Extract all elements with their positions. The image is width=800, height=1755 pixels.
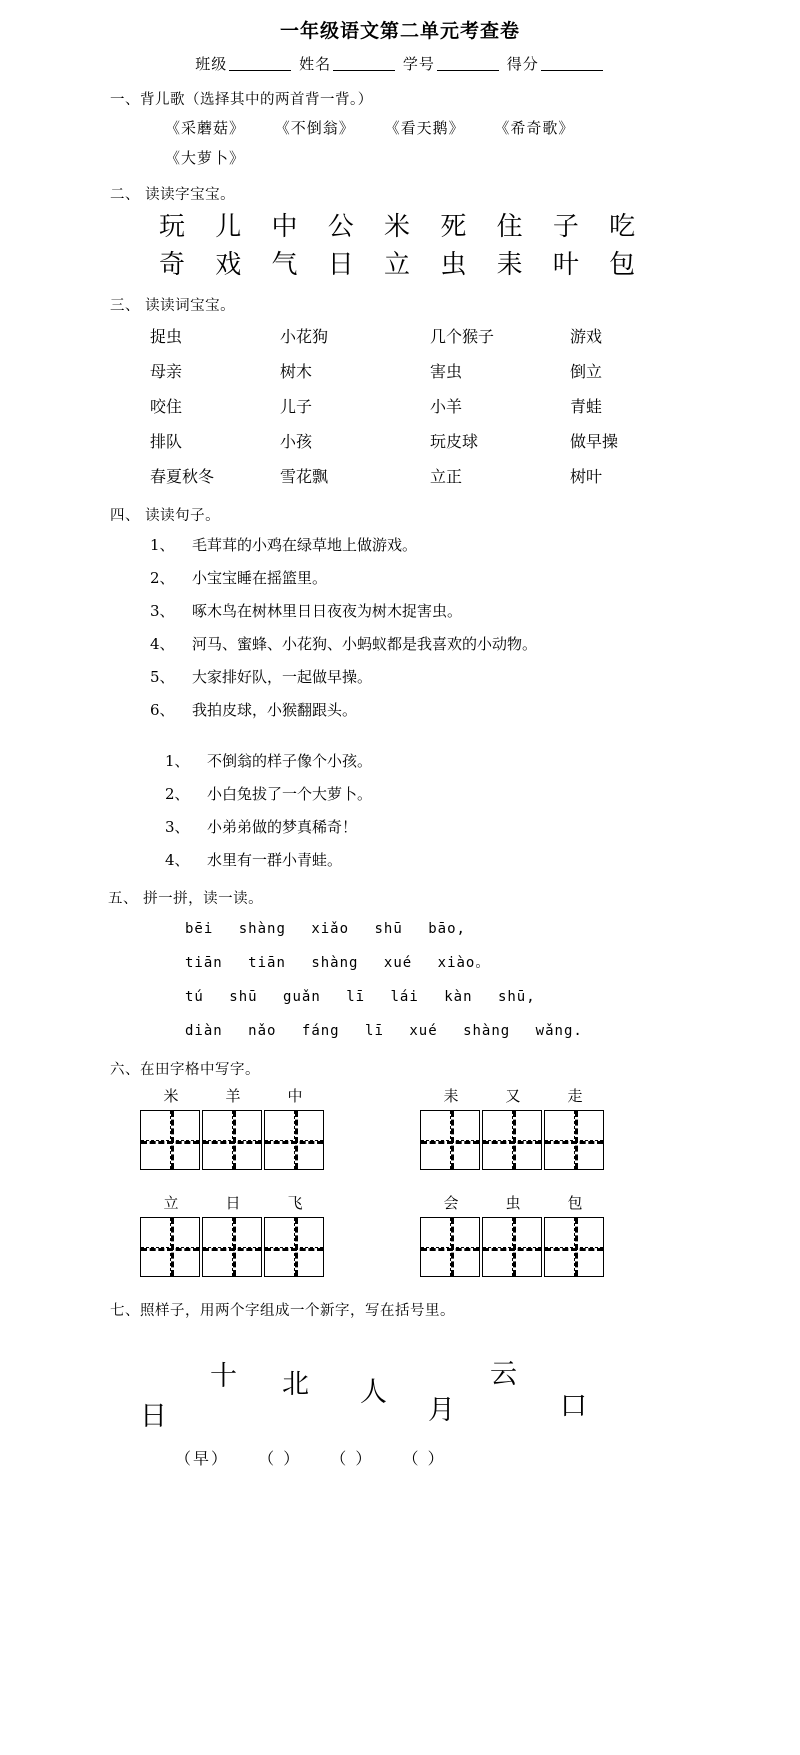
pinyin-word: nǎo: [248, 1023, 277, 1039]
tianzige-cell[interactable]: [264, 1110, 324, 1170]
tianzige-cell[interactable]: [140, 1110, 200, 1170]
pinyin-line: [185, 946, 800, 980]
item-number: 4、: [165, 851, 190, 869]
blank-name[interactable]: [333, 70, 395, 71]
word-cell: 玩皮球: [430, 432, 479, 451]
item-text: 大家排好队，一起做早操。: [192, 668, 373, 686]
tianzige-cell[interactable]: [202, 1217, 262, 1277]
section-5-heading: 五、 拼一拼，读一读。: [108, 891, 264, 907]
char-cell: 米: [384, 212, 413, 242]
section-2-heading: 二、 读读字宝宝。: [110, 187, 236, 203]
section-4-heading: 四、 读读句子。: [110, 508, 221, 524]
word-row: [150, 354, 800, 389]
word-cell: 捉虫: [150, 327, 183, 346]
item-number: 5、: [150, 668, 175, 686]
word-cell: 立正: [430, 467, 463, 486]
tianzige-cell[interactable]: [544, 1217, 604, 1277]
model-char: 中: [287, 1087, 303, 1105]
item-text: 毛茸茸的小鸡在绿草地上做游戏。: [192, 536, 418, 554]
section-3-words: [0, 319, 800, 494]
word-row: [150, 424, 800, 459]
section-7-chars: [0, 1336, 800, 1446]
word-cell: 做早操: [570, 432, 619, 451]
tianzige-cell[interactable]: [202, 1110, 262, 1170]
pinyin-word: shū: [229, 989, 258, 1005]
mix-char: 北: [282, 1369, 309, 1400]
word-cell: 咬住: [150, 397, 183, 416]
tianzige-boxes: [140, 1110, 420, 1170]
word-cell: 雪花飘: [280, 467, 329, 486]
pinyin-word: wǎng.: [535, 1023, 583, 1039]
pinyin-word: shàng: [311, 955, 359, 971]
list-item: [165, 778, 800, 811]
blank-number[interactable]: [437, 70, 499, 71]
word-cell: 几个猴子: [430, 327, 495, 346]
word-cell: 倒立: [570, 362, 603, 381]
char-cell: 吃: [609, 212, 638, 242]
tianzige-boxes: [420, 1217, 700, 1277]
answer-blank[interactable]: （早）: [175, 1449, 230, 1468]
song-item: 《大萝卜》: [165, 149, 246, 167]
student-info-line: [0, 53, 800, 74]
item-number: 3、: [165, 818, 190, 836]
tianzige-boxes: [140, 1217, 420, 1277]
tianzige-row-2: [0, 1192, 800, 1277]
item-text: 河马、蜜蜂、小花狗、小蚂蚁都是我喜欢的小动物。: [192, 635, 538, 653]
char-cell: 公: [327, 212, 356, 242]
pinyin-line: [185, 980, 800, 1014]
tianzige-labels: [140, 1192, 420, 1213]
item-number: 1、: [150, 536, 175, 554]
char-cell: 立: [384, 250, 413, 280]
list-item: [150, 562, 800, 595]
page-title: 一年级语文第二单元考查卷: [279, 20, 520, 42]
pinyin-word: xué: [383, 955, 413, 971]
section-3-heading: 三、 读读词宝宝。: [110, 298, 236, 314]
songs-row-1: [165, 113, 800, 143]
song-item: 《不倒翁》: [274, 119, 355, 137]
list-item: [150, 661, 800, 694]
section-7-heading: 七、照样子，用两个字组成一个新字，写在括号里。: [110, 1303, 455, 1319]
word-cell: 小羊: [430, 397, 463, 416]
tianzige-boxes: [420, 1110, 700, 1170]
mix-char: 月: [428, 1395, 455, 1426]
word-cell: 春夏秋冬: [150, 467, 215, 486]
model-char: 会: [443, 1194, 459, 1212]
section-5-pinyin: [0, 912, 800, 1048]
song-item: 《采蘑菇》: [165, 119, 246, 137]
tianzige-group: [140, 1192, 420, 1277]
tianzige-cell[interactable]: [544, 1110, 604, 1170]
label-score: 得分: [506, 55, 539, 73]
section-4-sentences-b: [0, 745, 800, 877]
pinyin-word: shū: [374, 921, 403, 937]
pinyin-word: tú: [185, 989, 204, 1005]
item-text: 不倒翁的样子像个小孩。: [207, 752, 373, 770]
answer-blank[interactable]: （ ）: [258, 1449, 302, 1468]
item-text: 我拍皮球，小猴翻跟头。: [192, 701, 358, 719]
model-char: 又: [505, 1087, 521, 1105]
word-cell: 小孩: [280, 432, 313, 451]
list-item: [165, 811, 800, 844]
list-item: [165, 745, 800, 778]
tianzige-cell[interactable]: [420, 1110, 480, 1170]
pinyin-word: lī: [346, 989, 366, 1005]
pinyin-line: [185, 912, 800, 946]
item-number: 4、: [150, 635, 175, 653]
char-cell: 玩: [158, 212, 187, 242]
item-number: 3、: [150, 602, 175, 620]
model-char: 羊: [225, 1087, 241, 1105]
char-cell: 虫: [440, 250, 469, 280]
pinyin-word: guǎn: [283, 989, 321, 1005]
pinyin-word: shàng: [463, 1023, 511, 1039]
model-char: 日: [225, 1194, 241, 1212]
word-cell: 排队: [150, 432, 183, 451]
word-cell: 儿子: [280, 397, 313, 416]
char-cell: 叶: [552, 250, 581, 280]
pinyin-word: diàn: [185, 1023, 223, 1039]
char-cell: 儿: [215, 212, 244, 242]
pinyin-word: bēi: [185, 921, 214, 937]
answer-blank[interactable]: （ ）: [330, 1449, 374, 1468]
tianzige-labels: [420, 1192, 700, 1213]
char-row-2: [150, 246, 800, 284]
list-item: [165, 844, 800, 877]
section-6-grids: [0, 1085, 800, 1277]
model-char: 走: [567, 1087, 583, 1105]
item-number: 2、: [165, 785, 190, 803]
char-cell: 气: [271, 250, 300, 280]
pinyin-line: [185, 1014, 800, 1048]
pinyin-word: tiān: [248, 955, 286, 971]
section-1-songs: [0, 113, 800, 173]
word-cell: 游戏: [570, 327, 603, 346]
tianzige-group: [140, 1085, 420, 1170]
char-cell: 耒: [496, 250, 525, 280]
section-6-heading: 六、在田字格中写字。: [110, 1062, 260, 1078]
mix-char: 十: [210, 1361, 237, 1392]
label-number: 学号: [402, 55, 435, 73]
char-cell: 日: [327, 250, 356, 280]
item-text: 啄木鸟在树林里日日夜夜为树木捉害虫。: [192, 602, 463, 620]
item-text: 水里有一群小青蛙。: [207, 851, 343, 869]
list-item: [150, 595, 800, 628]
pinyin-word: shū,: [497, 989, 536, 1005]
word-row: [150, 319, 800, 354]
pinyin-word: bāo,: [428, 921, 466, 937]
tianzige-labels: [140, 1085, 420, 1106]
list-item: [150, 628, 800, 661]
char-cell: 戏: [215, 250, 244, 280]
word-cell: 小花狗: [280, 327, 329, 346]
mix-char: 人: [360, 1377, 387, 1408]
section-1-heading: 一、背儿歌（选择其中的两首背一背。）: [110, 92, 373, 108]
label-name: 姓名: [299, 55, 332, 73]
pinyin-word: lái: [390, 989, 419, 1005]
item-number: 1、: [165, 752, 190, 770]
word-cell: 害虫: [430, 362, 463, 381]
char-cell: 包: [609, 250, 638, 280]
model-char: 飞: [287, 1194, 303, 1212]
char-row-1: [150, 208, 800, 246]
item-number: 6、: [150, 701, 175, 719]
list-item: [150, 694, 800, 727]
list-item: [150, 529, 800, 562]
pinyin-word: fáng: [301, 1023, 340, 1039]
blank-class[interactable]: [229, 70, 291, 71]
model-char: 包: [567, 1194, 583, 1212]
answer-blank[interactable]: （ ）: [402, 1449, 446, 1468]
mix-char: 日: [140, 1401, 167, 1432]
tianzige-cell[interactable]: [140, 1217, 200, 1277]
tianzige-cell[interactable]: [264, 1217, 324, 1277]
pinyin-word: xiào。: [437, 955, 491, 971]
tianzige-cell[interactable]: [482, 1110, 542, 1170]
word-cell: 树木: [280, 362, 313, 381]
word-cell: 青蛙: [570, 397, 603, 416]
tianzige-group: [420, 1192, 700, 1277]
model-char: 耒: [443, 1087, 459, 1105]
mix-char: 口: [560, 1391, 587, 1422]
tianzige-labels: [420, 1085, 700, 1106]
char-cell: 中: [271, 212, 300, 242]
pinyin-word: xiǎo: [311, 921, 350, 937]
model-char: 米: [163, 1087, 179, 1105]
word-cell: 母亲: [150, 362, 183, 381]
section-4-sentences-a: [0, 529, 800, 727]
char-cell: 子: [552, 212, 581, 242]
word-row: [150, 459, 800, 494]
label-class: 班级: [195, 55, 228, 73]
char-cell: 奇: [158, 250, 187, 280]
char-cell: 住: [496, 212, 525, 242]
song-item: 《看天鹅》: [384, 119, 465, 137]
pinyin-word: xué: [409, 1023, 438, 1039]
pinyin-word: tiān: [185, 955, 223, 971]
tianzige-group: [420, 1085, 700, 1170]
section-2-chars: [0, 208, 800, 284]
char-cell: 死: [440, 212, 469, 242]
blank-score[interactable]: [541, 70, 603, 71]
song-item: 《希奇歌》: [494, 119, 575, 137]
tianzige-row-1: [0, 1085, 800, 1170]
tianzige-cell[interactable]: [420, 1217, 480, 1277]
mix-char: 云: [490, 1359, 517, 1390]
item-text: 小白兔拔了一个大萝卜。: [207, 785, 373, 803]
word-cell: 树叶: [570, 467, 603, 486]
word-row: [150, 389, 800, 424]
item-text: 小宝宝睡在摇篮里。: [192, 569, 328, 587]
songs-row-2: [165, 143, 800, 173]
section-7-answers: [0, 1446, 800, 1469]
pinyin-word: shàng: [238, 921, 286, 937]
item-number: 2、: [150, 569, 175, 587]
pinyin-word: kàn: [444, 989, 473, 1005]
tianzige-cell[interactable]: [482, 1217, 542, 1277]
model-char: 虫: [505, 1194, 521, 1212]
model-char: 立: [163, 1194, 179, 1212]
item-text: 小弟弟做的梦真稀奇！: [207, 818, 358, 836]
pinyin-word: lī: [365, 1023, 384, 1039]
